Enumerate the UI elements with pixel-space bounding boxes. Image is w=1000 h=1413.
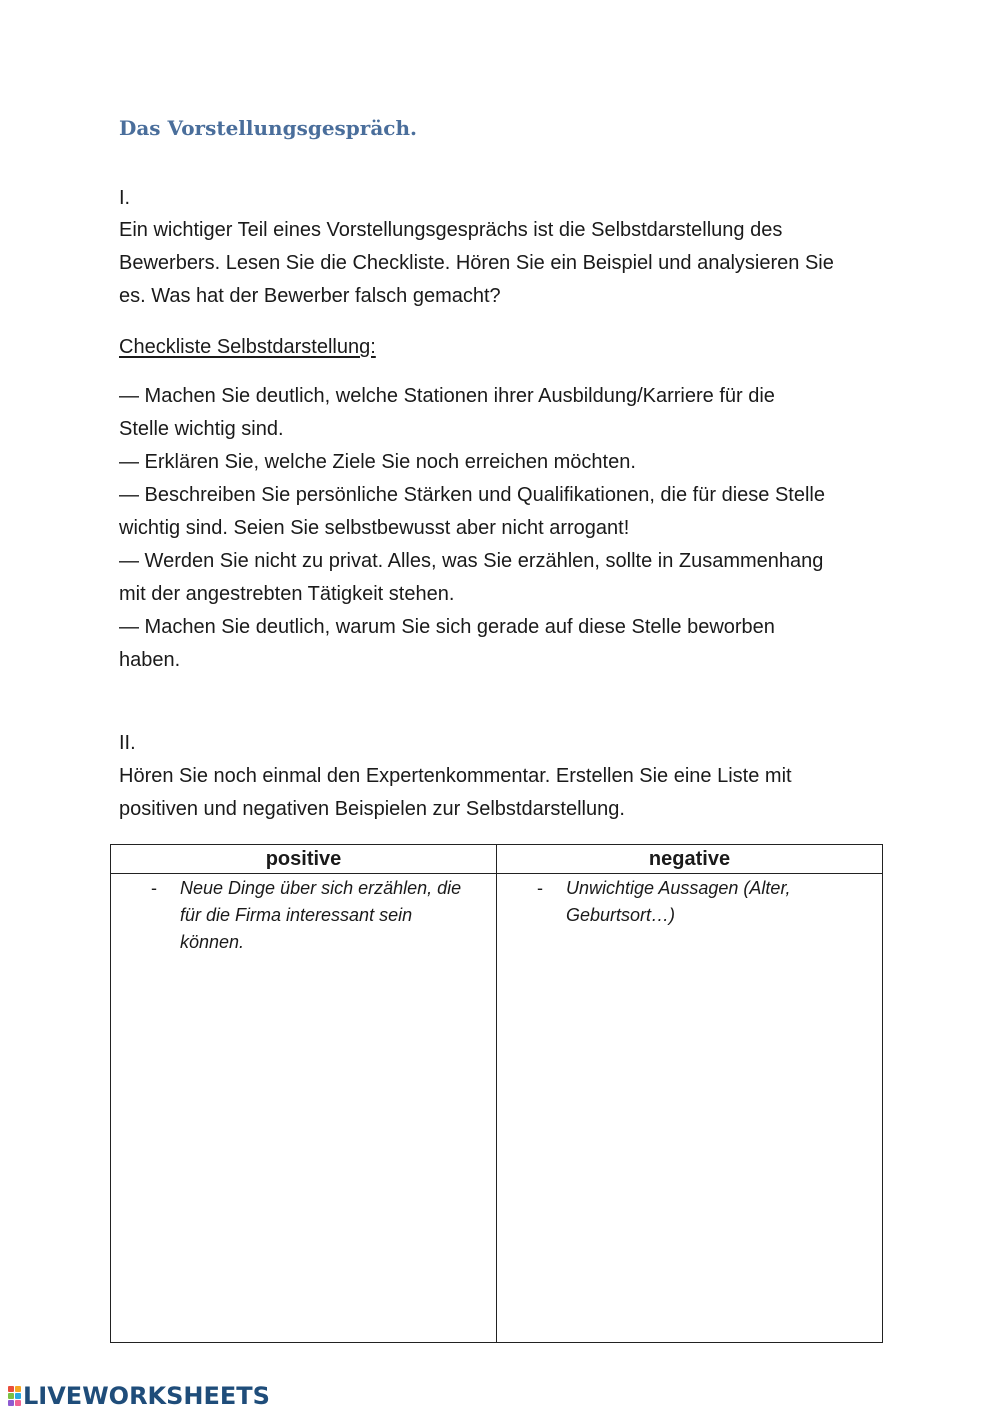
intro-line: es. Was hat der Bewerber falsch gemacht? xyxy=(119,285,501,307)
checklist-line: — Machen Sie deutlich, welche Stationen ihrer Ausbildung/Karriere für die xyxy=(119,385,775,407)
checklist-line: Stelle wichtig sind. xyxy=(119,418,284,440)
intro-line: Hören Sie noch einmal den Expertenkommentar. Erstellen Sie eine Liste mit xyxy=(119,765,792,787)
section-1-label xyxy=(119,182,889,215)
section-1-intro xyxy=(119,214,889,313)
page-title: Das Vorstellungsgespräch. xyxy=(119,116,417,140)
logo-square xyxy=(15,1386,21,1392)
item-line: Unwichtige Aussagen (Alter, xyxy=(566,878,791,898)
item-line: Geburtsort…) xyxy=(566,905,676,925)
logo-square xyxy=(15,1400,21,1406)
list-item xyxy=(497,875,882,929)
section-1-number: I. xyxy=(119,187,131,209)
list-item-text xyxy=(180,875,496,956)
checklist xyxy=(119,380,889,677)
intro-line: positiven und negativen Beispielen zur Selbstdarstellung. xyxy=(119,798,625,820)
logo-square xyxy=(8,1393,14,1399)
checklist-line: haben. xyxy=(119,649,181,671)
bullet-dash: - xyxy=(537,878,543,898)
section-2-label xyxy=(119,727,889,760)
logo-square xyxy=(15,1393,21,1399)
liveworksheets-logo xyxy=(8,1381,270,1411)
positive-cell[interactable] xyxy=(111,874,497,1343)
bullet-dash: - xyxy=(151,878,157,898)
table-header-negative: negative xyxy=(497,845,883,874)
intro-line: Ein wichtiger Teil eines Vorstellungsgesprächs ist die Selbstdarstellung des xyxy=(119,219,783,241)
item-line: Neue Dinge über sich erzählen, die xyxy=(180,878,462,898)
item-line: können. xyxy=(180,932,245,952)
logo-icon xyxy=(8,1386,21,1406)
positive-negative-table xyxy=(110,844,883,1343)
negative-cell[interactable] xyxy=(497,874,883,1343)
checklist-heading-text: Checkliste Selbstdarstellung: xyxy=(119,336,376,358)
checklist-line: mit der angestrebten Tätigkeit stehen. xyxy=(119,583,455,605)
checklist-line: — Erklären Sie, welche Ziele Sie noch erreichen möchten. xyxy=(119,451,636,473)
logo-square xyxy=(8,1386,14,1392)
list-item-text xyxy=(566,875,882,929)
item-line: für die Firma interessant sein xyxy=(180,905,413,925)
checklist-heading xyxy=(119,331,889,364)
checklist-line: — Werden Sie nicht zu privat. Alles, was Sie erzählen, sollte in Zusammenhang xyxy=(119,550,824,572)
logo-square xyxy=(8,1400,14,1406)
checklist-line: — Beschreiben Sie persönliche Stärken und Qualifikationen, die für diese Stelle xyxy=(119,484,825,506)
logo-text: LIVEWORKSHEETS xyxy=(23,1382,270,1410)
list-item xyxy=(111,875,496,956)
section-2-intro xyxy=(119,760,889,826)
intro-line: Bewerbers. Lesen Sie die Checkliste. Hören Sie ein Beispiel und analysieren Sie xyxy=(119,252,834,274)
section-2-number: II. xyxy=(119,732,136,754)
table-header-positive: positive xyxy=(111,845,497,874)
checklist-line: — Machen Sie deutlich, warum Sie sich gerade auf diese Stelle beworben xyxy=(119,616,775,638)
checklist-line: wichtig sind. Seien Sie selbstbewusst aber nicht arrogant! xyxy=(119,517,630,539)
